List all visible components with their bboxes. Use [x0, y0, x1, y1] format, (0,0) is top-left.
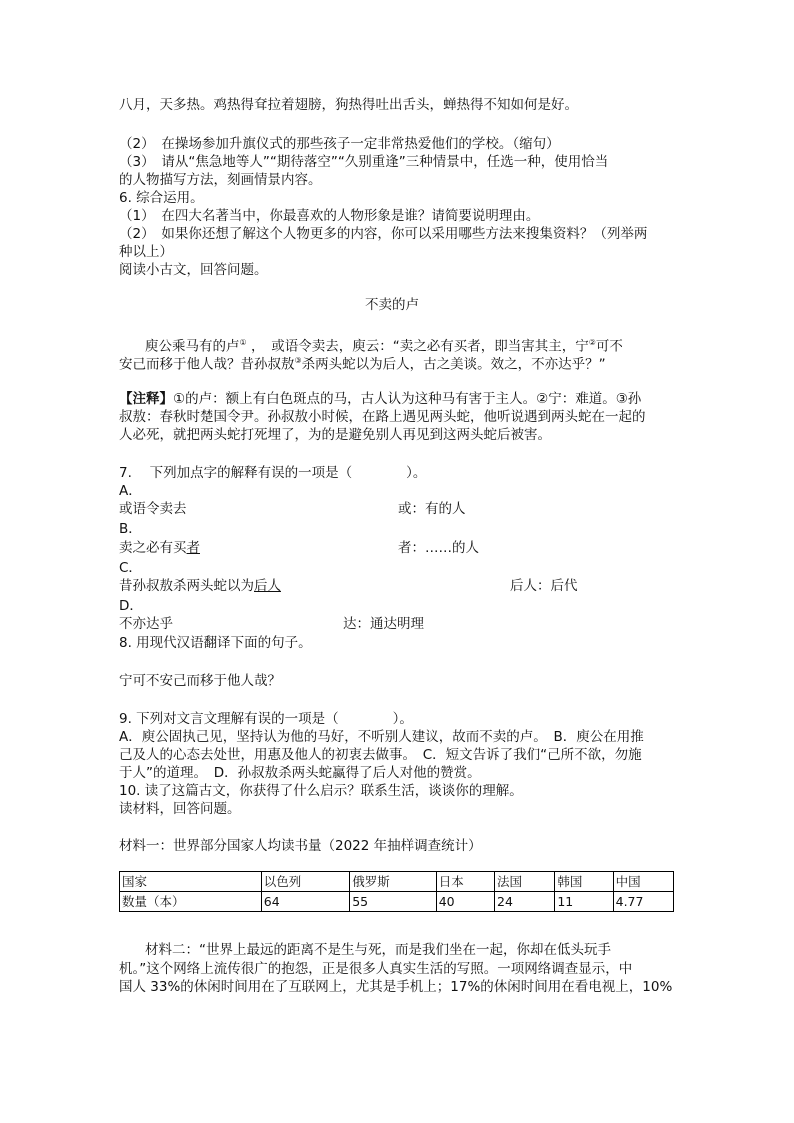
q9-options-line3: 于人”的道理。 D．孙叔敖杀两头蛇赢得了后人对他的赞赏。 — [119, 765, 481, 781]
passage-line2 — [119, 352, 606, 374]
table-cell: 11 — [555, 892, 613, 912]
table-cell: 40 — [436, 892, 494, 912]
passage-text: 可不 — [595, 338, 623, 355]
q6-heading: 6. 综合运用。 — [119, 190, 204, 206]
q7-option-letter-b: B． — [119, 521, 142, 537]
q6-part2-line2: 种以上） — [119, 244, 173, 260]
underlined-word: 后人 — [254, 578, 281, 594]
passage-text: 安己而移于他人哉？昔孙叔敖 — [119, 356, 295, 373]
table-cell: 以色列 — [261, 872, 349, 892]
phrase-text: 昔孙叔敖杀两头蛇以为 — [119, 578, 254, 594]
q9-options-line2: 己及人的心态去处世，用惠及他人的初衷去做事。 C．短文告诉了我们“己所不欲，勿施 — [119, 747, 642, 763]
material2-line3: 国人 33%的休闲时间用在了互联网上，尤其是手机上；17%的休闲时间用在看电视上，10% — [119, 979, 673, 995]
q6-part2-line1: （2） 如果你还想了解这个人物更多的内容，你可以采用哪些方法来搜集资料？（列举两 — [119, 226, 648, 242]
material2-line1: 材料二：“世界上最远的距离不是生与死，而是我们坐在一起，你却在低头玩手 — [145, 942, 611, 958]
q7-option-letter-c: C． — [119, 560, 142, 576]
table-cell: 日本 — [436, 872, 494, 892]
note-line3: 人必死，就把两头蛇打死埋了，为的是避免别人再见到这两头蛇后被害。 — [119, 427, 551, 443]
table-cell: 韩国 — [555, 872, 613, 892]
passage-text: ， 或语令卖去，庾云：“卖之必有买者，即当害其主，宁 — [246, 338, 589, 355]
q7-stem: 7. 下列加点字的解释有误的一项是（ ）。 — [119, 465, 427, 481]
table-cell: 国家 — [120, 872, 262, 892]
q10-stem: 10. 读了这篇古文，你获得了什么启示？联系生活，谈谈你的理解。 — [119, 783, 523, 799]
q5-end-line: 八月，天多热。鸡热得耷拉着翅膀，狗热得吐出舌头，蝉热得不知如何是好。 — [119, 97, 578, 113]
note-label: 【注释】 — [119, 391, 173, 407]
q7-option-phrase-d — [119, 615, 173, 633]
q8-sentence: 宁可不安己而移于他人哉？ — [119, 673, 281, 689]
passage-title: 不卖的卢 — [365, 297, 419, 313]
table-row — [120, 892, 674, 912]
q7-option-phrase-a — [119, 500, 187, 518]
table-cell: 数量（本） — [120, 892, 262, 912]
q7-option-letter-a: A． — [119, 483, 142, 499]
footnote-mark: ① — [239, 338, 247, 347]
table-cell: 64 — [261, 892, 349, 912]
table-cell: 俄罗斯 — [350, 872, 436, 892]
q9-stem: 9. 下列对文言文理解有误的一项是（ ）。 — [119, 711, 413, 727]
note-line1 — [119, 390, 641, 408]
phrase-text: 不亦达乎 — [119, 616, 173, 632]
table-cell: 55 — [350, 892, 436, 912]
passage-text: 庾公乘马有的卢 — [145, 338, 240, 355]
q6-part1: （1） 在四大名著当中，你最喜欢的人物形象是谁？请简要说明理由。 — [119, 208, 540, 224]
footnote-mark: ② — [588, 338, 596, 347]
passage-text: 杀两头蛇以为后人，古之美谈。效之，不亦达乎？” — [301, 356, 606, 373]
q5-part3-line1: （3） 请从“焦急地等人”“期待落空”“久别重逢”三种情景中，任选一种，使用恰当 — [119, 154, 609, 170]
q7-option-gloss-d: 达：通达明理 — [343, 616, 424, 632]
table-header-row — [120, 872, 674, 892]
reading-table — [119, 871, 674, 912]
q7-option-letter-d: D． — [119, 598, 143, 614]
table-cell: 中国 — [613, 872, 673, 892]
note-text: ①的卢：额上有白色斑点的马，古人认为这种马有害于主人。②宁：难道。③孙 — [173, 391, 642, 407]
q7-option-phrase-c — [119, 577, 281, 595]
phrase-text: 卖之必有买 — [119, 540, 187, 556]
q7-option-gloss-b: 者：……的人 — [398, 540, 479, 556]
q7-option-gloss-c: 后人：后代 — [510, 578, 578, 594]
table-cell: 4.77 — [613, 892, 673, 912]
table-cell: 24 — [495, 892, 555, 912]
material-intro: 读材料，回答问题。 — [119, 801, 241, 817]
table-cell: 法国 — [495, 872, 555, 892]
q9-options-line1: A．庾公固执己见，坚持认为他的马好，不听别人建议，故而不卖的卢。 B．庾公在用推 — [119, 729, 644, 745]
q5-part3-line2: 的人物描写方法，刻画情景内容。 — [119, 172, 322, 188]
material2-line2: 机。”这个网络上流传很广的抱怨，正是很多人真实生活的写照。一项网络调查显示，中 — [119, 961, 633, 977]
q8-stem: 8. 用现代汉语翻译下面的句子。 — [119, 635, 312, 651]
material1-title: 材料一：世界部分国家人均读书量（2022 年抽样调查统计） — [119, 838, 482, 854]
q7-option-gloss-a: 或：有的人 — [398, 501, 466, 517]
q5-part2: （2） 在操场参加升旗仪式的那些孩子一定非常热爱他们的学校。（缩句） — [119, 136, 560, 152]
underlined-word: 者 — [186, 540, 200, 556]
footnote-mark: ③ — [294, 356, 302, 365]
phrase-text: 或语令卖去 — [119, 501, 187, 517]
classical-intro: 阅读小古文，回答问题。 — [119, 262, 268, 278]
q7-option-phrase-b — [119, 539, 200, 557]
note-line2: 叔敖：春秋时楚国令尹。孙叔敖小时候，在路上遇见两头蛇，他听说遇到两头蛇在一起的 — [119, 409, 646, 425]
